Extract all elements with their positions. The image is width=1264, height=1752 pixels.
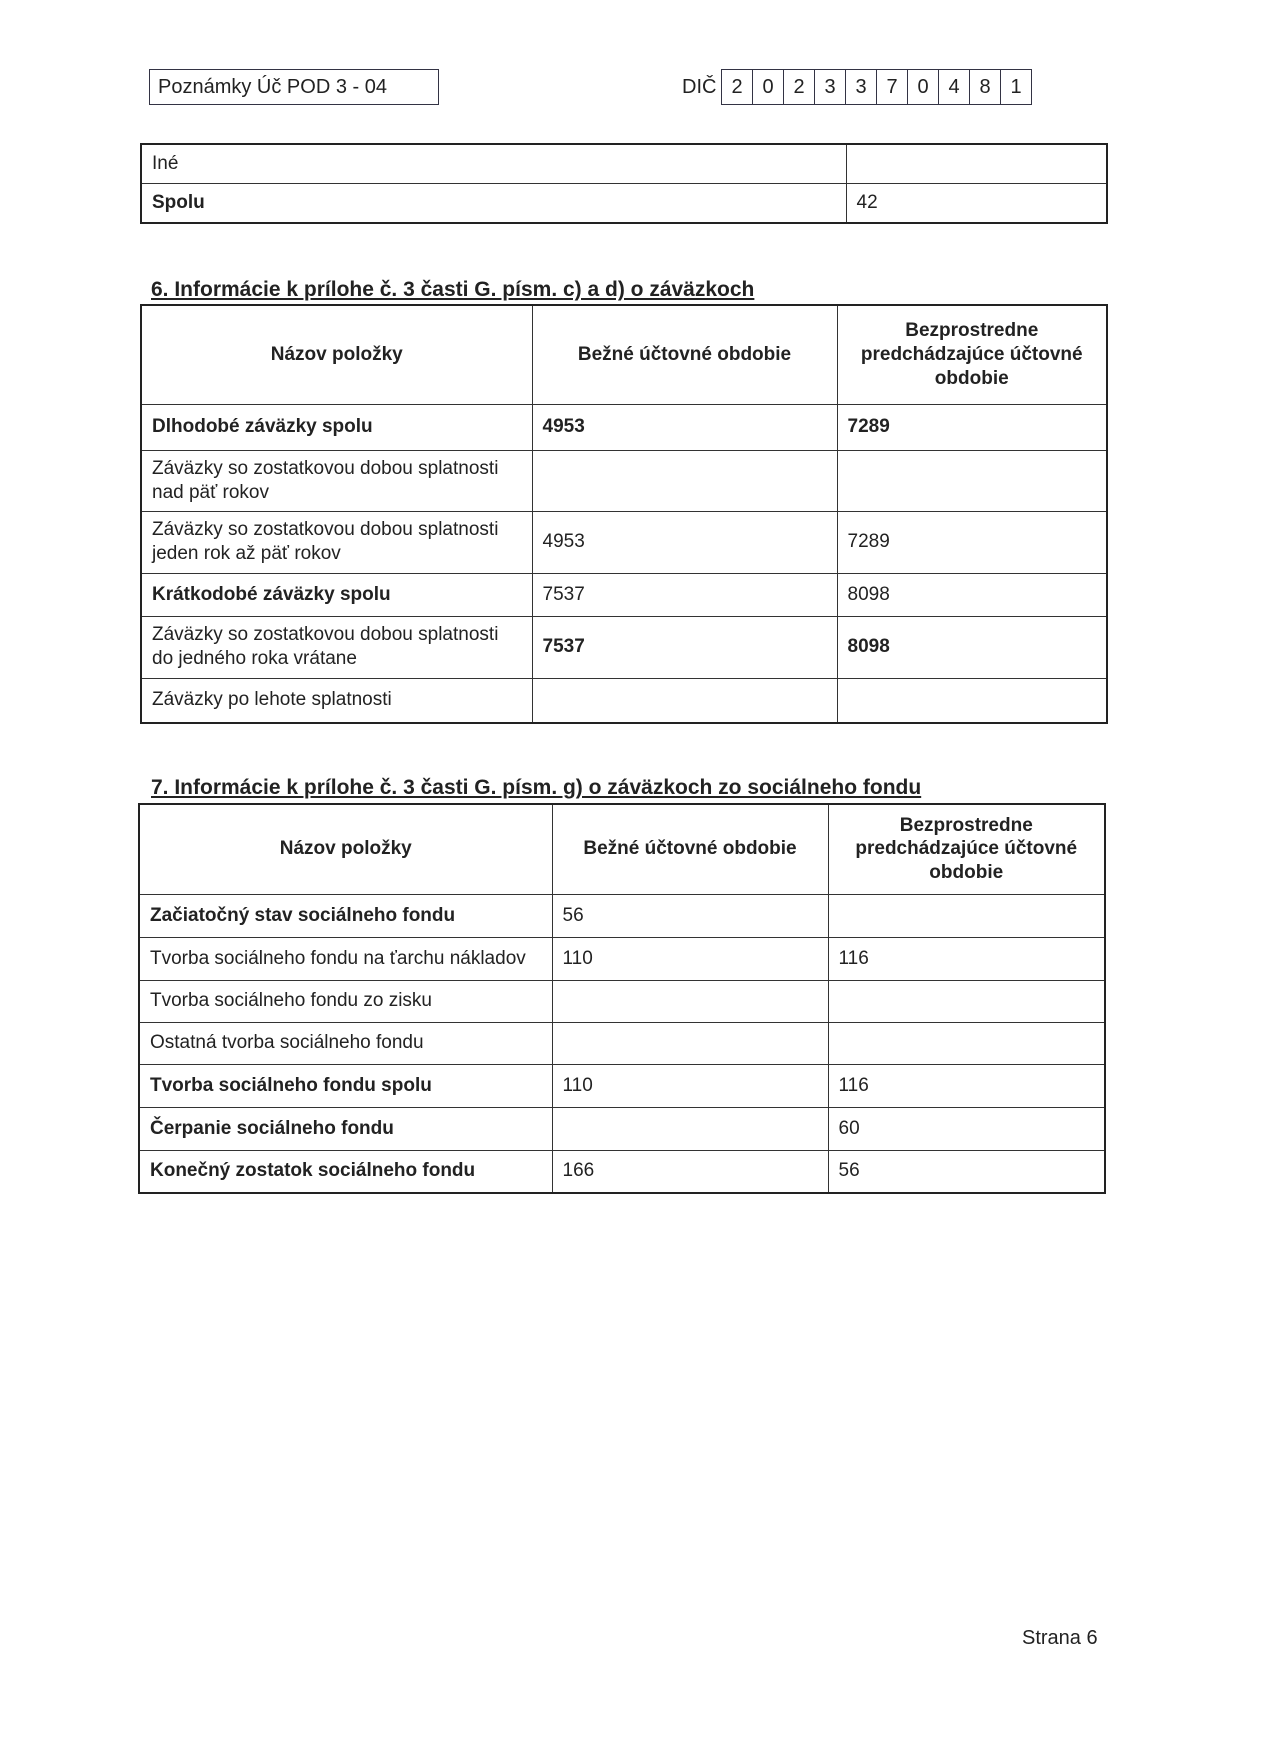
table-row <box>141 404 1107 450</box>
table-row <box>141 678 1107 723</box>
row-label: Tvorba sociálneho fondu spolu <box>139 1064 552 1107</box>
row-label: Krátkodobé záväzky spolu <box>141 573 532 616</box>
table-row <box>141 144 1107 183</box>
dic-digit: 8 <box>970 70 1001 104</box>
row-value: 42 <box>846 183 1107 223</box>
row-label: Tvorba sociálneho fondu na ťarchu nákladov <box>139 937 552 980</box>
row-label: Záväzky po lehote splatnosti <box>141 678 532 723</box>
current-value <box>552 1022 828 1064</box>
section6-heading: 6. Informácie k prílohe č. 3 časti G. písm. c) a d) o záväzkoch <box>151 278 755 301</box>
previous-value: 8098 <box>837 573 1107 616</box>
current-value: 110 <box>552 1064 828 1107</box>
previous-value: 60 <box>828 1107 1105 1150</box>
previous-value: 8098 <box>837 616 1107 678</box>
row-label: Začiatočný stav sociálneho fondu <box>139 894 552 937</box>
previous-value: 7289 <box>837 404 1107 450</box>
row-label: Ostatná tvorba sociálneho fondu <box>139 1022 552 1064</box>
table-row <box>139 937 1105 980</box>
table-row <box>139 1064 1105 1107</box>
section7-table <box>138 803 1106 1194</box>
column-header: Bežné účtovné obdobie <box>552 804 828 894</box>
row-label: Konečný zostatok sociálneho fondu <box>139 1150 552 1193</box>
row-label: Tvorba sociálneho fondu zo zisku <box>139 980 552 1022</box>
dic-label: DIČ <box>682 76 717 98</box>
table-row <box>141 511 1107 573</box>
current-value: 7537 <box>532 573 837 616</box>
dic-digit: 7 <box>877 70 908 104</box>
current-value: 4953 <box>532 511 837 573</box>
column-header: Bezprostredne predchádzajúce účtovné obdobie <box>837 305 1107 404</box>
row-label: Záväzky so zostatkovou dobou splatnosti nad päť rokov <box>141 450 532 511</box>
table-row <box>139 1107 1105 1150</box>
section6-table <box>140 304 1108 724</box>
dic-digit: 3 <box>846 70 877 104</box>
row-label: Spolu <box>141 183 846 223</box>
previous-value <box>837 678 1107 723</box>
dic-digit-boxes <box>721 69 1032 105</box>
table-row <box>139 1150 1105 1193</box>
previous-value: 7289 <box>837 511 1107 573</box>
table-header-row <box>139 804 1105 894</box>
dic-digit: 2 <box>722 70 753 104</box>
current-value <box>552 980 828 1022</box>
row-value <box>846 144 1107 183</box>
previous-value: 56 <box>828 1150 1105 1193</box>
table-row <box>139 1022 1105 1064</box>
previous-value <box>828 1022 1105 1064</box>
previous-value: 116 <box>828 937 1105 980</box>
top-table <box>140 143 1108 224</box>
previous-value: 116 <box>828 1064 1105 1107</box>
current-value <box>532 678 837 723</box>
dic-digit: 2 <box>784 70 815 104</box>
row-label: Dlhodobé záväzky spolu <box>141 404 532 450</box>
section7-heading: 7. Informácie k prílohe č. 3 časti G. písm. g) o záväzkoch zo sociálneho fondu <box>151 776 922 799</box>
table-row <box>141 450 1107 511</box>
current-value: 110 <box>552 937 828 980</box>
row-label: Záväzky so zostatkovou dobou splatnosti do jedného roka vrátane <box>141 616 532 678</box>
current-value: 4953 <box>532 404 837 450</box>
column-header: Názov položky <box>139 804 552 894</box>
column-header: Názov položky <box>141 305 532 404</box>
previous-value <box>828 980 1105 1022</box>
dic-digit: 3 <box>815 70 846 104</box>
previous-value <box>837 450 1107 511</box>
current-value: 56 <box>552 894 828 937</box>
form-label-box: Poznámky Úč POD 3 - 04 <box>149 69 439 105</box>
current-value <box>532 450 837 511</box>
dic-digit: 1 <box>1010 76 1022 98</box>
current-value <box>552 1107 828 1150</box>
table-row <box>139 980 1105 1022</box>
dic-digit: 0 <box>753 70 784 104</box>
table-row <box>139 894 1105 937</box>
row-label: Iné <box>141 144 846 183</box>
row-label: Čerpanie sociálneho fondu <box>139 1107 552 1150</box>
current-value: 7537 <box>532 616 837 678</box>
dic-digit: 0 <box>908 70 939 104</box>
table-row <box>141 616 1107 678</box>
page-number: Strana 6 <box>1022 1627 1098 1649</box>
row-label: Záväzky so zostatkovou dobou splatnosti jeden rok až päť rokov <box>141 511 532 573</box>
current-value: 166 <box>552 1150 828 1193</box>
table-row <box>141 183 1107 223</box>
table-header-row <box>141 305 1107 404</box>
previous-value <box>828 894 1105 937</box>
column-header: Bezprostredne predchádzajúce účtovné obdobie <box>828 804 1105 894</box>
column-header: Bežné účtovné obdobie <box>532 305 837 404</box>
dic-digit: 4 <box>939 70 970 104</box>
table-row <box>141 573 1107 616</box>
